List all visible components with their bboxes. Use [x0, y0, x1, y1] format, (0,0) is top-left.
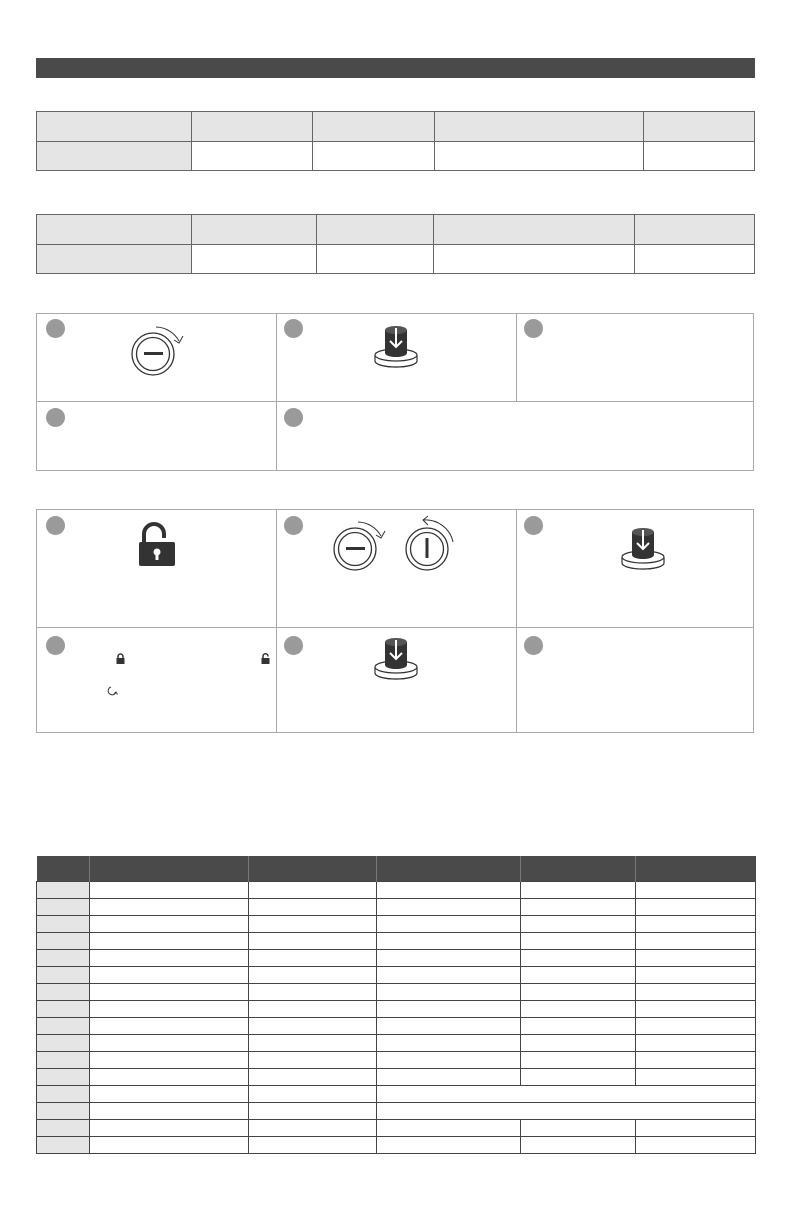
small-rotate-icon — [107, 685, 118, 697]
table-cell — [377, 933, 521, 950]
table-cell — [521, 916, 636, 933]
table-cell — [377, 1086, 756, 1103]
table-cell — [249, 1103, 377, 1120]
table-row — [37, 1018, 756, 1035]
table-cell — [90, 984, 249, 1001]
step-cell — [277, 314, 517, 402]
table-cell — [249, 1137, 377, 1154]
table-header-cell — [377, 856, 521, 882]
table-cell — [249, 967, 377, 984]
row-label-cell — [37, 882, 90, 899]
table-row — [37, 933, 756, 950]
table-row — [37, 1120, 756, 1137]
row-label-cell — [37, 1018, 90, 1035]
table-row — [37, 967, 756, 984]
step-cell — [37, 314, 277, 402]
table-header-cell — [249, 856, 377, 882]
table-row — [37, 1103, 756, 1120]
spec-value-cell — [434, 142, 643, 171]
table-cell — [377, 950, 521, 967]
spec-header-cell — [37, 215, 192, 245]
table-cell — [90, 1001, 249, 1018]
table-cell — [377, 1052, 521, 1069]
step-number-badge — [46, 408, 65, 427]
table-cell — [90, 899, 249, 916]
spec-table-2 — [36, 214, 755, 274]
spec-value-cell — [433, 245, 634, 274]
table-row — [37, 1137, 756, 1154]
table-row — [37, 1035, 756, 1052]
press-button-icon — [371, 320, 421, 372]
table-cell — [249, 984, 377, 1001]
dial-turn-clockwise-icon — [129, 319, 191, 379]
press-button-icon — [371, 632, 421, 684]
table-cell — [636, 984, 756, 1001]
spec-header-cell — [317, 215, 433, 245]
table-cell — [521, 984, 636, 1001]
step-number-badge — [46, 516, 65, 535]
spec-header-cell — [643, 112, 754, 142]
table-cell — [249, 1018, 377, 1035]
step-cell — [37, 402, 277, 470]
small-unlock-icon — [261, 653, 270, 664]
table-cell — [90, 916, 249, 933]
table-header-cell — [90, 856, 249, 882]
press-button-icon — [618, 522, 668, 574]
spec-row-label — [37, 142, 192, 171]
spec-header-cell — [433, 215, 634, 245]
table-cell — [521, 1001, 636, 1018]
table-row — [37, 1052, 756, 1069]
table-cell — [636, 1035, 756, 1052]
spec-value-cell — [643, 142, 754, 171]
row-label-cell — [37, 916, 90, 933]
spec-table-1 — [36, 111, 755, 171]
table-cell — [636, 967, 756, 984]
table-cell — [249, 899, 377, 916]
table-row — [37, 1001, 756, 1018]
spec-value-cell — [634, 245, 754, 274]
table-cell — [249, 1035, 377, 1052]
table-cell — [521, 1035, 636, 1052]
table-cell — [521, 933, 636, 950]
table-cell — [521, 882, 636, 899]
step-number-badge — [284, 319, 303, 338]
step-cell — [37, 628, 277, 732]
table-cell — [636, 1018, 756, 1035]
spec-header-cell — [634, 215, 754, 245]
step-number-badge — [284, 636, 303, 655]
step-cell — [277, 402, 753, 470]
table-cell — [377, 1137, 521, 1154]
row-label-cell — [37, 899, 90, 916]
spec-value-cell — [192, 245, 317, 274]
table-cell — [249, 1086, 377, 1103]
table-cell — [377, 984, 521, 1001]
row-label-cell — [37, 1120, 90, 1137]
table-cell — [377, 916, 521, 933]
table-cell — [636, 950, 756, 967]
step-number-badge — [46, 636, 65, 655]
step-cell — [517, 314, 753, 402]
table-cell — [636, 899, 756, 916]
table-cell — [521, 1069, 636, 1086]
table-cell — [636, 933, 756, 950]
code-table — [36, 856, 756, 1154]
spec-value-cell — [317, 245, 433, 274]
table-cell — [249, 916, 377, 933]
table-cell — [90, 1035, 249, 1052]
table-row — [37, 950, 756, 967]
dial-turn-clockwise-icon — [331, 514, 393, 574]
step-cell — [277, 628, 517, 732]
table-cell — [90, 950, 249, 967]
step-cell — [517, 628, 753, 732]
row-label-cell — [37, 1086, 90, 1103]
table-header-cell — [636, 856, 756, 882]
spec-value-cell — [192, 142, 313, 171]
instruction-panel-1 — [36, 313, 754, 471]
step-number-badge — [284, 408, 303, 427]
table-cell — [90, 1018, 249, 1035]
unlocked-padlock-icon — [137, 522, 177, 568]
table-row — [37, 899, 756, 916]
step-number-badge — [524, 319, 543, 338]
table-header-cell — [37, 856, 90, 882]
table-row — [37, 916, 756, 933]
table-cell — [521, 899, 636, 916]
table-cell — [90, 1069, 249, 1086]
row-label-cell — [37, 933, 90, 950]
table-row — [37, 1086, 756, 1103]
table-cell — [249, 882, 377, 899]
table-cell — [377, 899, 521, 916]
table-cell — [90, 1052, 249, 1069]
table-cell — [377, 1069, 521, 1086]
row-label-cell — [37, 1052, 90, 1069]
table-cell — [90, 1103, 249, 1120]
table-cell — [521, 967, 636, 984]
row-label-cell — [37, 1103, 90, 1120]
step-number-badge — [524, 516, 543, 535]
table-cell — [636, 1052, 756, 1069]
spec-header-cell — [434, 112, 643, 142]
row-label-cell — [37, 1069, 90, 1086]
step-number-badge — [284, 516, 303, 535]
table-cell — [377, 1120, 521, 1137]
row-label-cell — [37, 967, 90, 984]
table-cell — [521, 950, 636, 967]
table-row — [37, 882, 756, 899]
table-cell — [636, 1069, 756, 1086]
step-cell — [37, 510, 277, 628]
table-header-cell — [521, 856, 636, 882]
table-row — [37, 984, 756, 1001]
spec-header-cell — [313, 112, 434, 142]
table-cell — [249, 1069, 377, 1086]
table-cell — [636, 882, 756, 899]
spec-value-cell — [313, 142, 434, 171]
spec-header-cell — [192, 112, 313, 142]
row-label-cell — [37, 1001, 90, 1018]
table-cell — [90, 882, 249, 899]
table-cell — [377, 1001, 521, 1018]
step-number-badge — [524, 636, 543, 655]
step-cell — [277, 510, 517, 628]
table-cell — [377, 967, 521, 984]
table-cell — [636, 1137, 756, 1154]
table-cell — [90, 1120, 249, 1137]
dial-turn-counterclockwise-icon — [403, 514, 465, 574]
row-label-cell — [37, 984, 90, 1001]
table-cell — [249, 1001, 377, 1018]
table-cell — [90, 967, 249, 984]
section-header-bar — [36, 58, 755, 78]
spec-header-cell — [37, 112, 192, 142]
spec-header-cell — [192, 215, 317, 245]
table-cell — [521, 1018, 636, 1035]
table-cell — [249, 1052, 377, 1069]
table-cell — [636, 1120, 756, 1137]
table-cell — [636, 916, 756, 933]
table-cell — [90, 1086, 249, 1103]
table-cell — [249, 950, 377, 967]
table-cell — [90, 1137, 249, 1154]
table-cell — [636, 1001, 756, 1018]
row-label-cell — [37, 1035, 90, 1052]
spec-row-label — [37, 245, 192, 274]
small-lock-icon — [116, 653, 125, 664]
table-cell — [377, 1103, 756, 1120]
table-cell — [521, 1052, 636, 1069]
row-label-cell — [37, 950, 90, 967]
table-cell — [249, 1120, 377, 1137]
table-cell — [377, 1035, 521, 1052]
step-cell — [517, 510, 753, 628]
table-cell — [521, 1120, 636, 1137]
instruction-panel-2 — [36, 509, 754, 733]
table-cell — [249, 933, 377, 950]
row-label-cell — [37, 1137, 90, 1154]
table-cell — [377, 1018, 521, 1035]
table-cell — [521, 1137, 636, 1154]
table-row — [37, 1069, 756, 1086]
step-number-badge — [46, 319, 65, 338]
table-cell — [377, 882, 521, 899]
table-cell — [90, 933, 249, 950]
